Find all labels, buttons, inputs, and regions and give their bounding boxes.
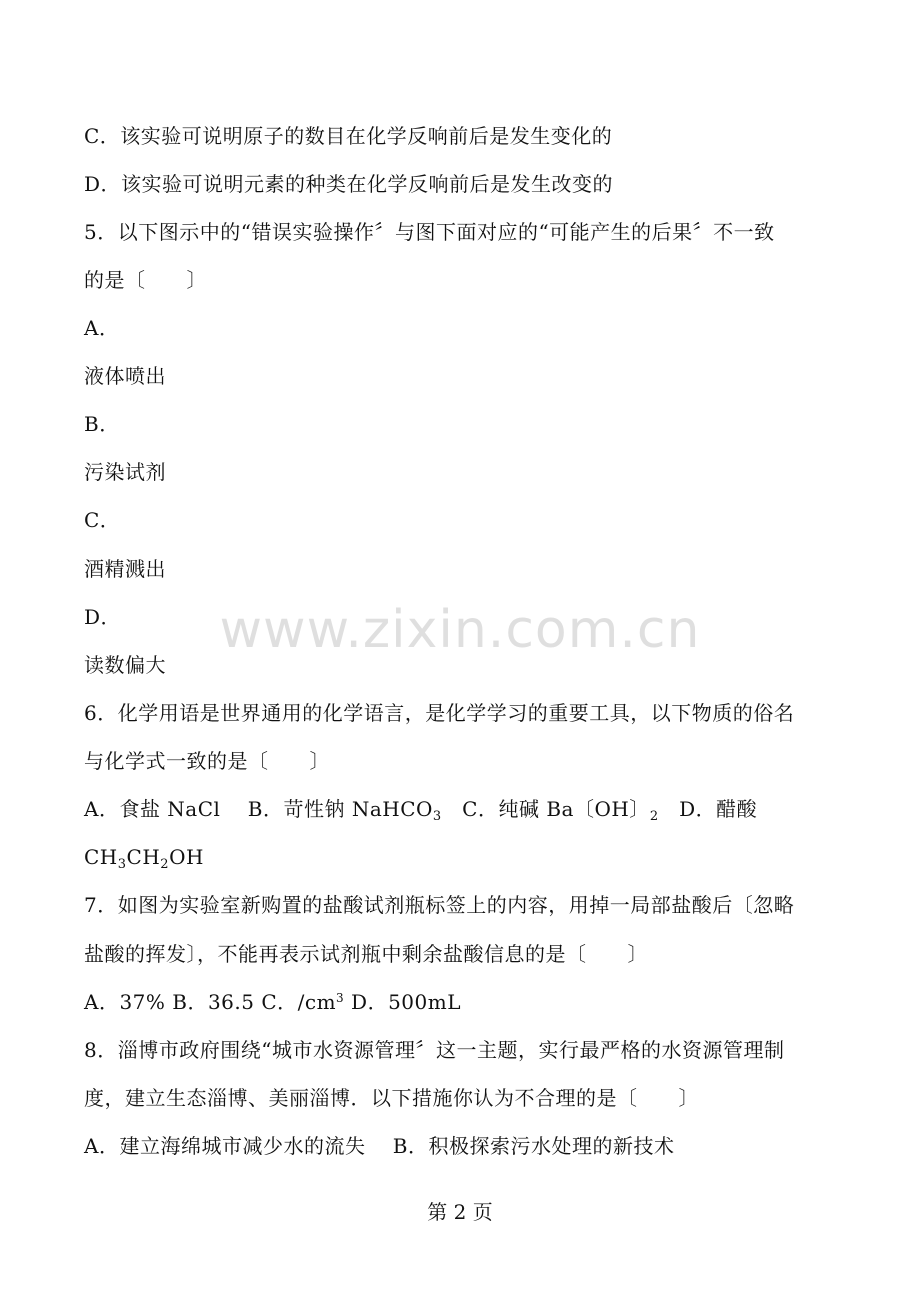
question-8-line-1: 8．淄博市政府围绕“城市水资源管理〞这一主题，实行最严格的水资源管理制 — [84, 1038, 785, 1062]
q7-superscript-3: 3 — [336, 991, 345, 1005]
q6-option-c: C．纯碱 Ba〔OH〕 — [441, 797, 650, 821]
question-8-line-2: 度，建立生态淄博、美丽淄博．以下措施你认为不合理的是〔 〕 — [84, 1086, 699, 1110]
text-line-option-c: C．该实验可说明原子的数目在化学反响前后是发生变化的 — [84, 124, 613, 148]
question-5-option-c: C． — [84, 508, 121, 532]
question-7-line-1: 7．如图为实验室新购置的盐酸试剂瓶标签上的内容，用掉一局部盐酸后〔忽略 — [84, 893, 795, 917]
formula-part-2: CH — [126, 845, 161, 869]
q6-subscript-3: 3 — [432, 809, 442, 824]
question-5-option-d: D． — [84, 605, 122, 629]
question-6-line-1: 6．化学用语是世界通用的化学语言，是化学学习的重要工具，以下物质的俗名 — [84, 701, 795, 725]
q6-option-d: D．醋酸 — [658, 797, 758, 821]
formula-part-1: CH — [84, 845, 118, 869]
formula-sub-2: 2 — [160, 857, 170, 872]
question-5-caption-a: 液体喷出 — [84, 364, 166, 388]
question-5-line-1: 5．以下图示中的“错误实验操作〞与图下面对应的“可能产生的后果〞不一致 — [84, 220, 775, 244]
text-line-option-d: D．该实验可说明元素的种类在化学反响前后是发生改变的 — [84, 172, 614, 196]
question-6-options — [84, 795, 757, 823]
formula-part-3: OH — [169, 845, 204, 869]
question-5-caption-d: 读数偏大 — [84, 653, 166, 677]
question-5-caption-c: 酒精溅出 — [84, 557, 166, 581]
question-5-line-2: 的是〔 〕 — [84, 268, 207, 292]
q6-subscript-2: 2 — [649, 809, 659, 824]
question-5-caption-b: 污染试剂 — [84, 460, 166, 484]
question-7-options — [84, 988, 461, 1016]
q6-options-ab: A．食盐 NaCl B．苛性钠 NaHCO — [84, 797, 433, 821]
question-6-formula — [84, 843, 204, 871]
question-5-option-a: A． — [84, 316, 120, 340]
q7-option-d: D．500mL — [344, 990, 461, 1014]
watermark: www.zixin.com.cn — [219, 600, 701, 660]
question-7-line-2: 盐酸的挥发〕，不能再表示试剂瓶中剩余盐酸信息的是〔 〕 — [84, 942, 648, 966]
question-6-line-2: 与化学式一致的是〔 〕 — [84, 749, 330, 773]
q7-options-text: A．37% B．36.5 C．/cm — [84, 990, 337, 1014]
page-footer: 第 2 页 — [427, 1200, 493, 1224]
question-8-options: A．建立海绵城市减少水的流失 B．积极探索污水处理的新技术 — [84, 1134, 675, 1158]
question-5-option-b: B． — [84, 412, 120, 436]
formula-sub-1: 3 — [117, 857, 127, 872]
